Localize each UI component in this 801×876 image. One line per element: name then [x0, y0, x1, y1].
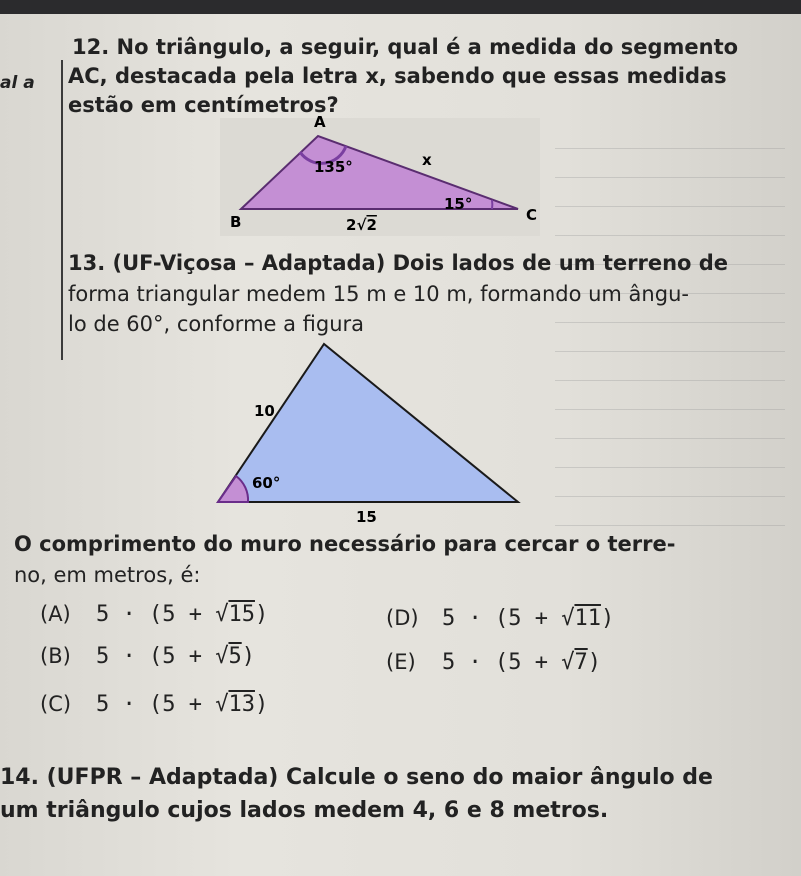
- option-e[interactable]: (E) 5 · (5 + √7): [386, 650, 601, 675]
- angle-c-label: 15°: [444, 195, 473, 213]
- vertex-a-label: A: [314, 113, 326, 131]
- q12-line-1: 12. No triângulo, a seguir, qual é a medida do segmento: [72, 35, 739, 59]
- side-15-label: 15: [356, 508, 377, 526]
- angle-60-label: 60°: [252, 474, 281, 492]
- margin-line: [61, 60, 63, 360]
- option-e-letter: (E): [386, 650, 416, 674]
- vertex-b-label: B: [230, 213, 242, 231]
- q12-line-3: estão em centímetros?: [68, 93, 339, 117]
- vertex-c-label: C: [526, 206, 538, 224]
- side-bc-label: 2√2: [346, 216, 377, 234]
- q14-line-1: 14. (UFPR – Adaptada) Calcule o seno do maior ângulo de: [0, 765, 713, 790]
- q12-triangle-figure: [200, 110, 560, 250]
- option-c-letter: (C): [40, 692, 72, 716]
- option-d[interactable]: (D) 5 · (5 + √11): [386, 606, 615, 631]
- q13-after-line-2: no, em metros, é:: [14, 563, 201, 587]
- side-ac-label: x: [422, 151, 432, 169]
- option-b-letter: (B): [40, 644, 71, 668]
- q13-triangle-figure: [196, 336, 536, 526]
- q13-line-1: 13. (UF-Viçosa – Adaptada) Dois lados de um terreno de: [68, 251, 729, 275]
- angle-a-label: 135°: [314, 158, 353, 176]
- q13-after-line-1: O comprimento do muro necessário para cercar o terre-: [14, 532, 676, 556]
- background-notes: [555, 120, 785, 550]
- q12-line-2: AC, destacada pela letra x, sabendo que essas medidas: [68, 64, 727, 88]
- q14-line-2: um triângulo cujos lados medem 4, 6 e 8 metros.: [0, 798, 609, 823]
- q13-line-3: lo de 60°, conforme a figura: [68, 312, 365, 336]
- side-10-label: 10: [254, 402, 275, 420]
- margin-fragment: al a: [0, 73, 35, 93]
- option-c[interactable]: (C) 5 · (5 + √13): [40, 692, 269, 717]
- q13-line-2: forma triangular medem 15 m e 10 m, formando um ângu-: [68, 282, 689, 306]
- option-a[interactable]: (A) 5 · (5 + √15): [40, 602, 269, 627]
- option-b[interactable]: (B) 5 · (5 + √5): [40, 644, 255, 669]
- option-d-letter: (D): [386, 606, 419, 630]
- option-a-letter: (A): [40, 602, 71, 626]
